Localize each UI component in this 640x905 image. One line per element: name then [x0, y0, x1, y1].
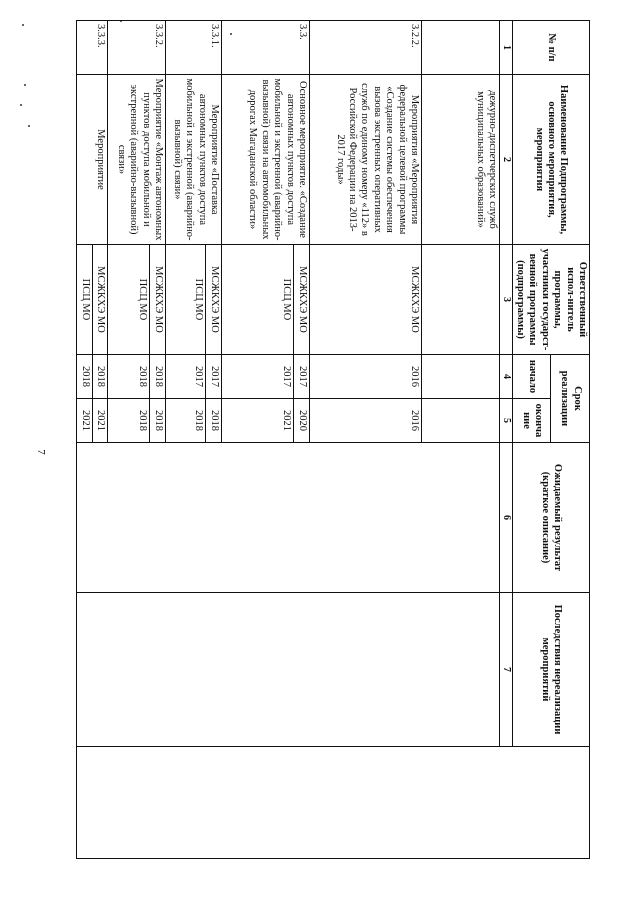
row-no: 3.3.2.	[107, 21, 165, 75]
colnum-1: 1	[499, 21, 512, 75]
row-executor: ПСЦ МО	[221, 245, 293, 355]
row-start: 2017	[221, 355, 293, 399]
header-no: № п/п	[512, 21, 589, 75]
row-start: 2018	[77, 355, 92, 399]
row-name: Мероприятие «Поставка автономных пунктов доступа мобильной и экстренной (аварийно-вызывной) связи»	[165, 75, 221, 245]
row-start: 2018	[92, 355, 107, 399]
row-executor: МСЖКХЭ МО	[309, 245, 421, 355]
table-row	[421, 21, 499, 859]
row-name: дежурно-диспетчерских служб муниципальных образований»	[421, 75, 499, 245]
row-no	[421, 21, 499, 75]
row-executor: МСЖКХЭ МО	[92, 245, 107, 355]
page-number: 7	[34, 449, 47, 455]
row-executor: МСЖКХЭ МО	[293, 245, 309, 355]
row-no: 3.3.	[221, 21, 309, 75]
row-end: 2018	[107, 399, 149, 443]
consequences-cell	[77, 593, 500, 747]
header-result: Ожидаемый результат (краткое описание)	[512, 443, 589, 593]
row-end: 2016	[309, 399, 421, 443]
row-executor: ПСЦ МО	[165, 245, 205, 355]
row-executor: ПСЦ МО	[77, 245, 92, 355]
colnum-5: 5	[499, 399, 512, 443]
row-name: Мероприятия «Мероприятия федеральной целевой программы «Создание системы обеспечения вызова экстренных оперативных служб по единому номеру «112» в Российской Федерации на 2013-2017 годы»	[309, 75, 421, 245]
colnum-2: 2	[499, 75, 512, 245]
row-end: 2021	[77, 399, 92, 443]
row-start: 2018	[149, 355, 165, 399]
row-end: 2018	[149, 399, 165, 443]
row-start: 2017	[205, 355, 221, 399]
row-executor: МСЖКХЭ МО	[205, 245, 221, 355]
row-no: 3.3.1.	[165, 21, 221, 75]
row-start: 2017	[293, 355, 309, 399]
rotated-table-sheet	[70, 0, 590, 905]
row-no: 3.2.2.	[309, 21, 421, 75]
row-end: 2018	[205, 399, 221, 443]
row-name: Мероприятие	[77, 75, 108, 245]
colnum-6: 6	[499, 443, 512, 593]
header-term: Срок реализации	[551, 355, 590, 443]
row-name: Мероприятие «Монтаж автономных пунктов доступа мобильной и экстренной (аварийно-вызывной) связи»	[107, 75, 165, 245]
row-executor: МСЖКХЭ МО	[149, 245, 165, 355]
header-consequences: Последствия нереализации мероприятий	[512, 593, 589, 747]
colnum-7: 7	[499, 593, 512, 747]
header-row-1	[551, 21, 590, 859]
result-cell	[77, 443, 500, 593]
column-numbers-row	[499, 21, 512, 859]
row-end: 2021	[92, 399, 107, 443]
header-end: оконча ние	[512, 399, 551, 443]
colnum-4: 4	[499, 355, 512, 399]
colnum-3: 3	[499, 245, 512, 355]
row-start: 2018	[107, 355, 149, 399]
row-start: 2016	[309, 355, 421, 399]
row-start: 2017	[165, 355, 205, 399]
header-executor: Ответственный испол-нитель программы, участники государст-венной программы (подпрограммы)	[512, 245, 589, 355]
row-end: 2021	[221, 399, 293, 443]
row-executor: ПСЦ МО	[107, 245, 149, 355]
row-name: Основное мероприятие. «Создание автономных пунктов доступа мобильной и экстренной (аварийно-вызывной) связи на автомобильных дорогах Магаданской области»	[221, 75, 309, 245]
row-end: 2020	[293, 399, 309, 443]
header-start: начало	[512, 355, 551, 399]
blank-column	[77, 747, 590, 859]
measures-table	[76, 20, 590, 859]
row-no: 3.3.3.	[77, 21, 108, 75]
header-name: Наименование Подпрограммы, основного мероприятия, мероприятия	[512, 75, 589, 245]
row-end: 2018	[165, 399, 205, 443]
